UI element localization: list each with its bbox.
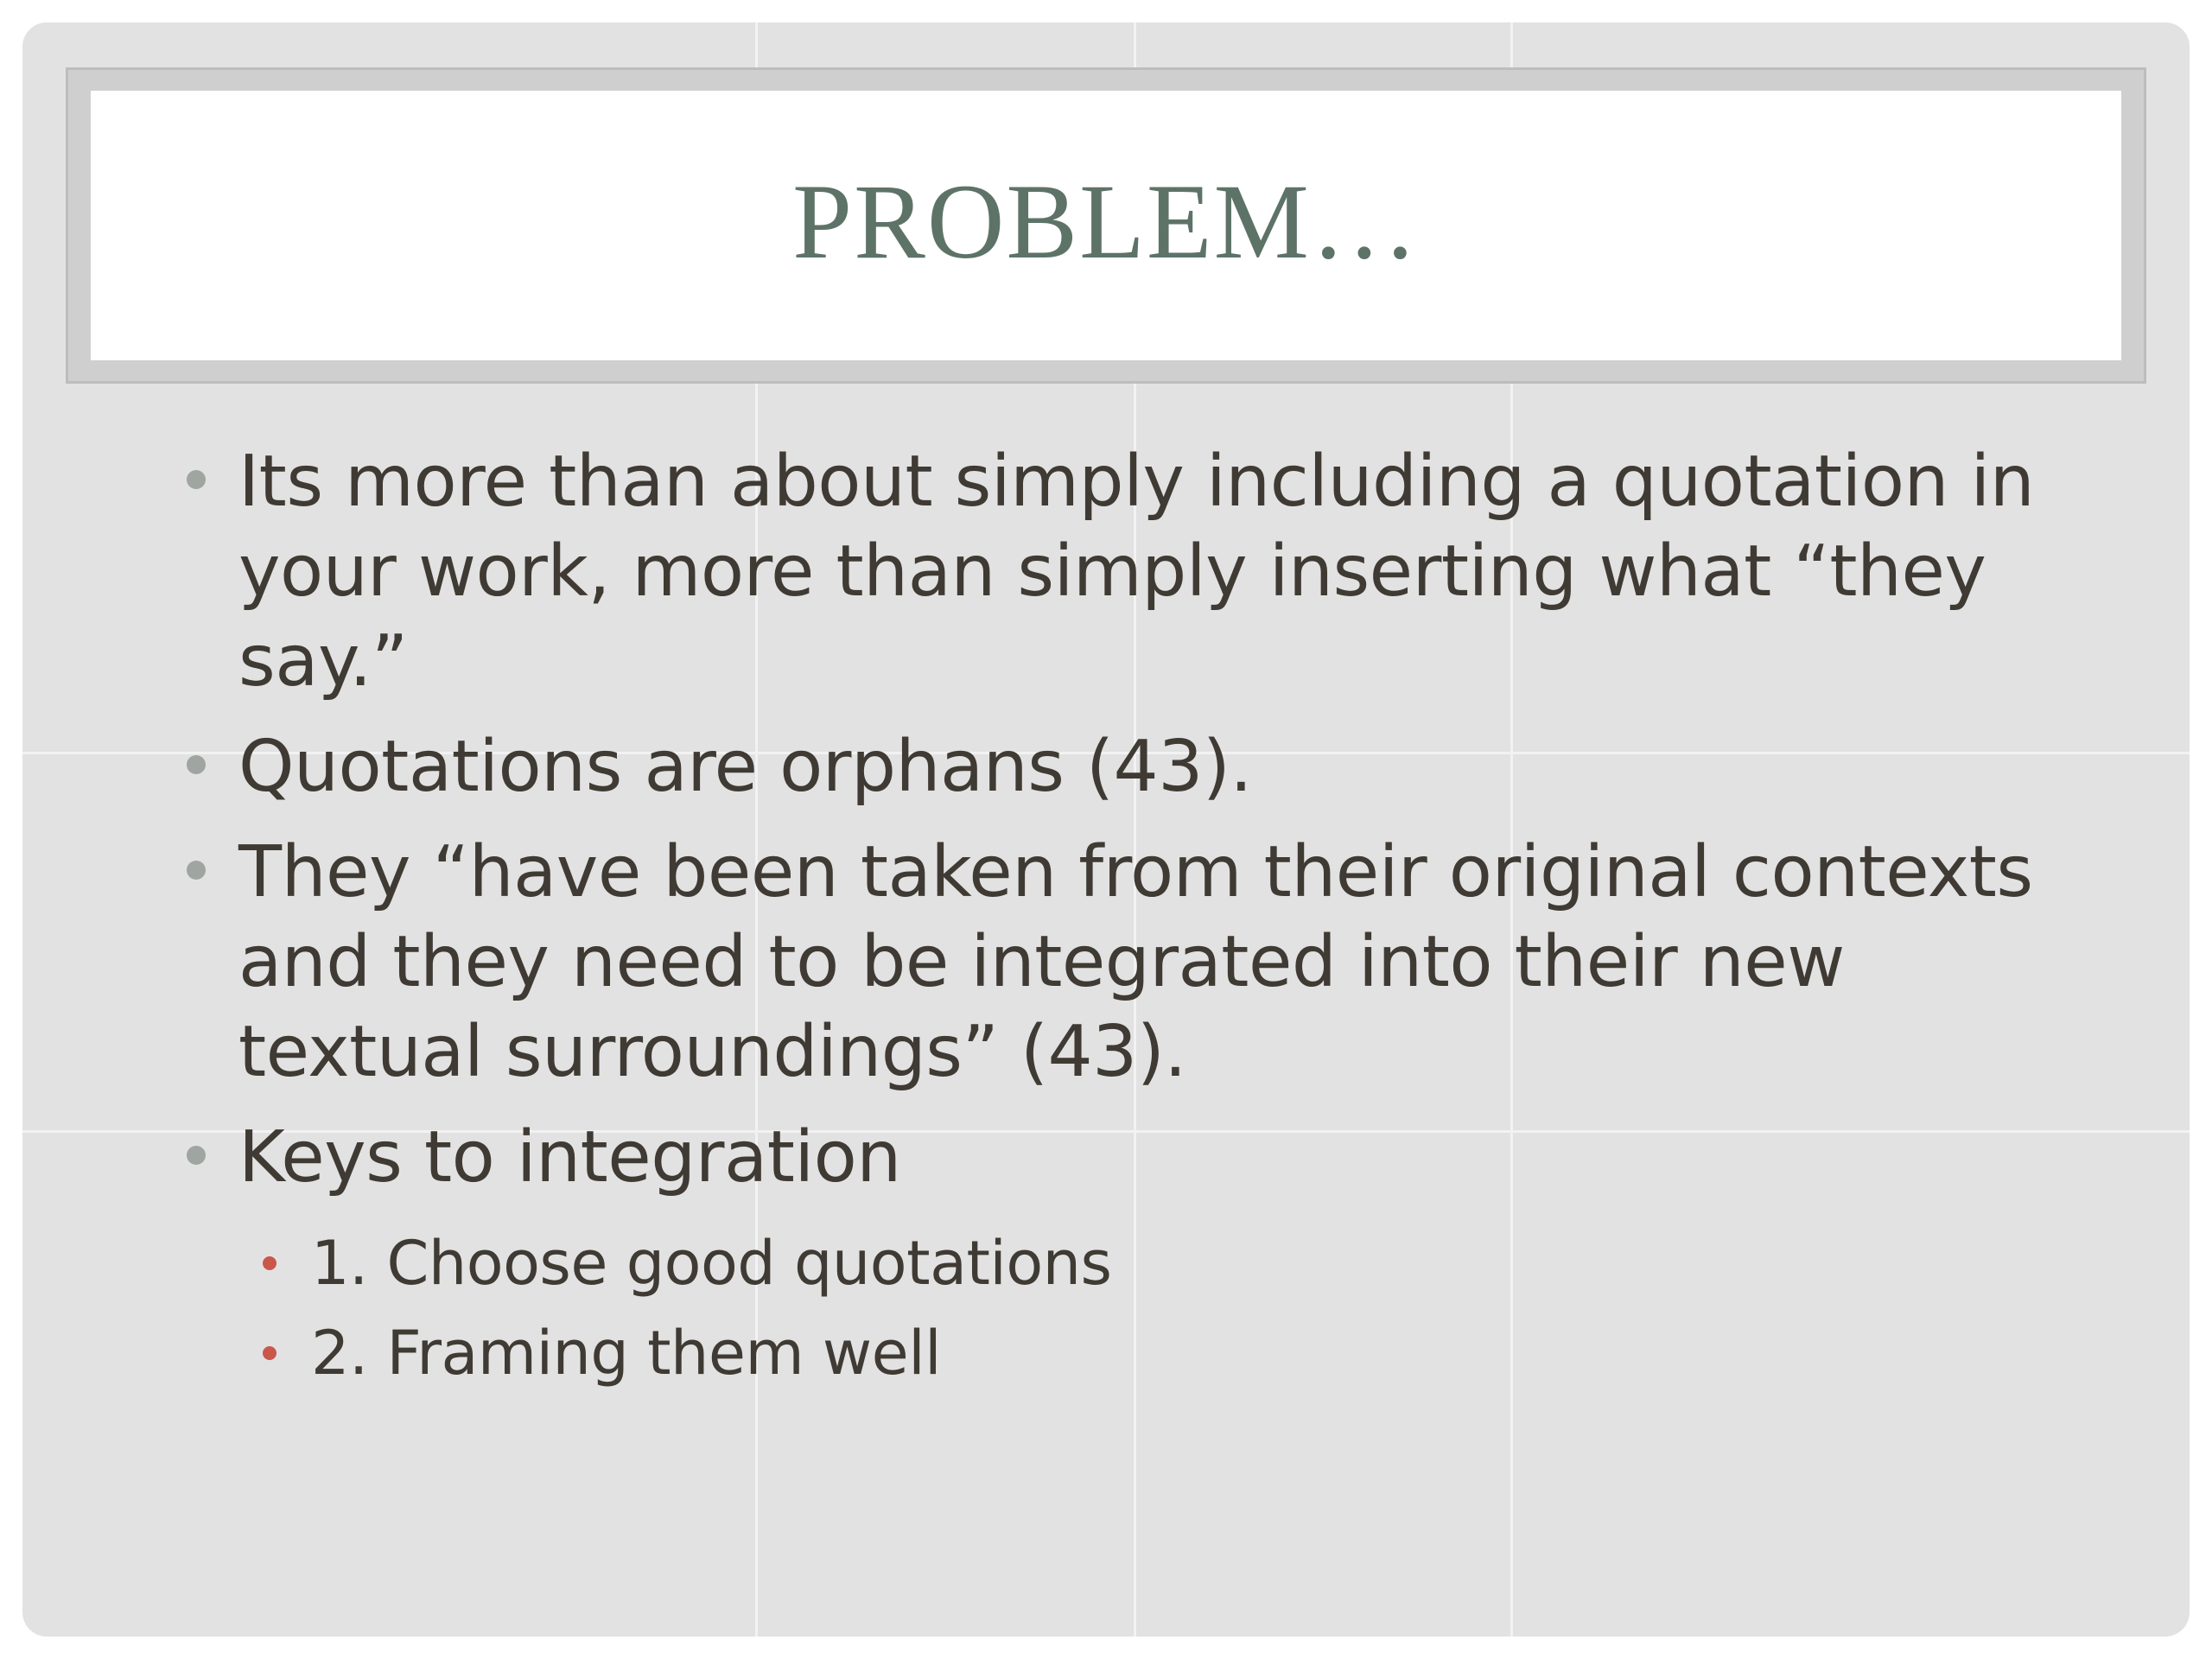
sub-bullet-item	[161, 1218, 2088, 1308]
sub-bullet-item	[161, 1308, 2088, 1398]
sub-bullet-text: 1. Choose good quotations	[311, 1228, 1112, 1299]
bullet-text: Its more than about simply including a quotation in your work, more than simply inserting what “they say.”	[238, 441, 2035, 702]
slide-body	[161, 437, 2088, 1398]
slide	[22, 22, 2190, 1637]
title-frame	[66, 67, 2146, 384]
title-box	[91, 91, 2121, 360]
sub-bullet-text: 2. Framing them well	[311, 1318, 942, 1389]
bullet-icon	[187, 861, 206, 880]
bullet-icon	[187, 1146, 206, 1165]
sub-bullet-icon	[263, 1256, 276, 1270]
bullet-icon	[187, 470, 206, 489]
sub-bullet-icon	[263, 1346, 276, 1360]
bullet-text: They “have been taken from their original contexts and they need to be integrated into their new textual surroundings” (43).	[238, 831, 2033, 1093]
bullet-item	[161, 437, 2088, 707]
sub-bullet-list	[161, 1218, 2088, 1398]
bullet-text: Keys to integration	[238, 1116, 901, 1198]
bullet-item	[161, 1113, 2088, 1203]
bullet-icon	[187, 755, 206, 774]
bullet-text: Quotations are orphans (43).	[238, 726, 1252, 808]
bullet-item	[161, 722, 2088, 812]
bullet-item	[161, 828, 2088, 1097]
slide-title: PROBLEM…	[792, 162, 1420, 281]
